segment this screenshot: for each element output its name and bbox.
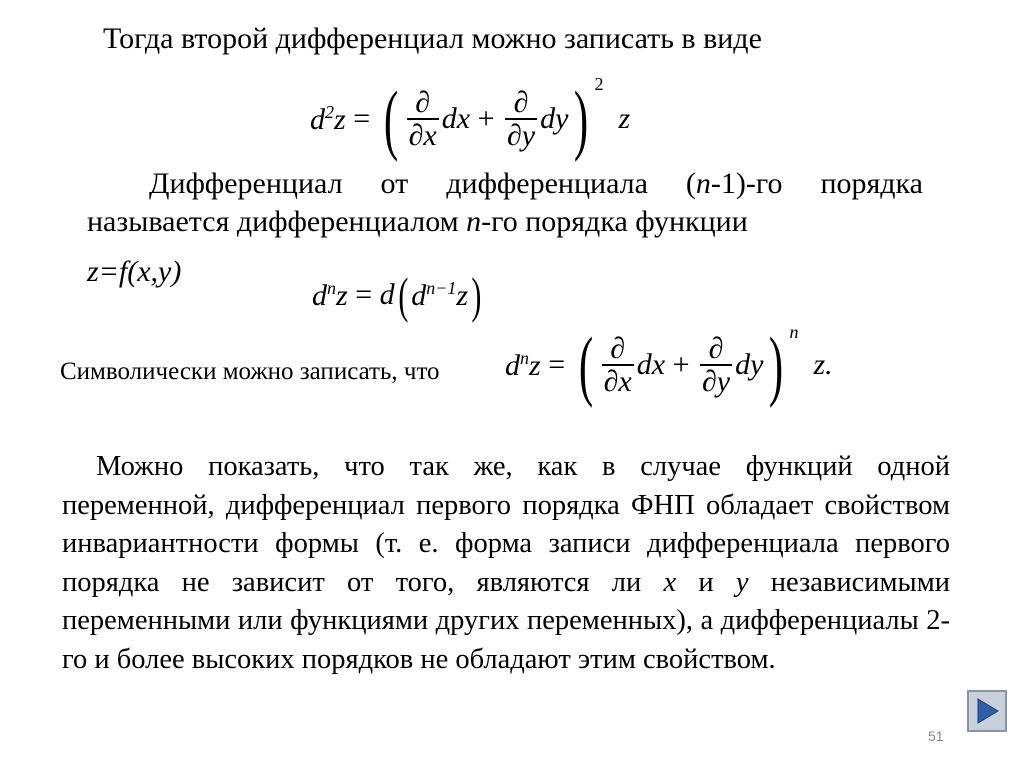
slide-heading-line: Тогда второй дифференциал можно записать в виде [103, 22, 762, 55]
paragraph-nth-differential: Дифференциал от дифференциала (n-1)-го порядка называется дифференциалом n-го порядка функции [87, 167, 923, 238]
formula-exponent-n: n [789, 322, 799, 342]
paragraph-invariance: Можно показать, что так же, как в случае функций одной переменной, дифференциал первого порядка ФНП обладает свойством инвариантности формы (т. е. форма записи дифференциала первого порядка не зависит от того, являются ли x и y независимыми переменными или функциями других переменных), а дифференциалы 2-го и более высоких порядков не обладают этим свойством. [62, 451, 950, 675]
function-notation: z=f(x,y) [87, 255, 182, 288]
page-number: 51 [928, 728, 944, 744]
next-slide-button[interactable] [967, 690, 1007, 732]
symbolic-label: Символически можно записать, что [60, 358, 440, 385]
formula-nth-differential: $d^nz$ = d ( $d^{n-1}z$ ) [312, 267, 482, 323]
formula-exponent: 2 [594, 74, 604, 94]
play-next-icon [969, 692, 1005, 730]
formula-symbolic: $d^nz$ = ( $\frac{\partial}{\partial x}$ dx + $\frac{\partial}{\partial y}$ dy ) n z. [505, 321, 833, 408]
formula-second-differential: $d^2z$ = ( $\frac{\partial}{\partial x}$ dx + $\frac{\partial}{\partial y}$ dy ) 2 z [310, 74, 631, 162]
